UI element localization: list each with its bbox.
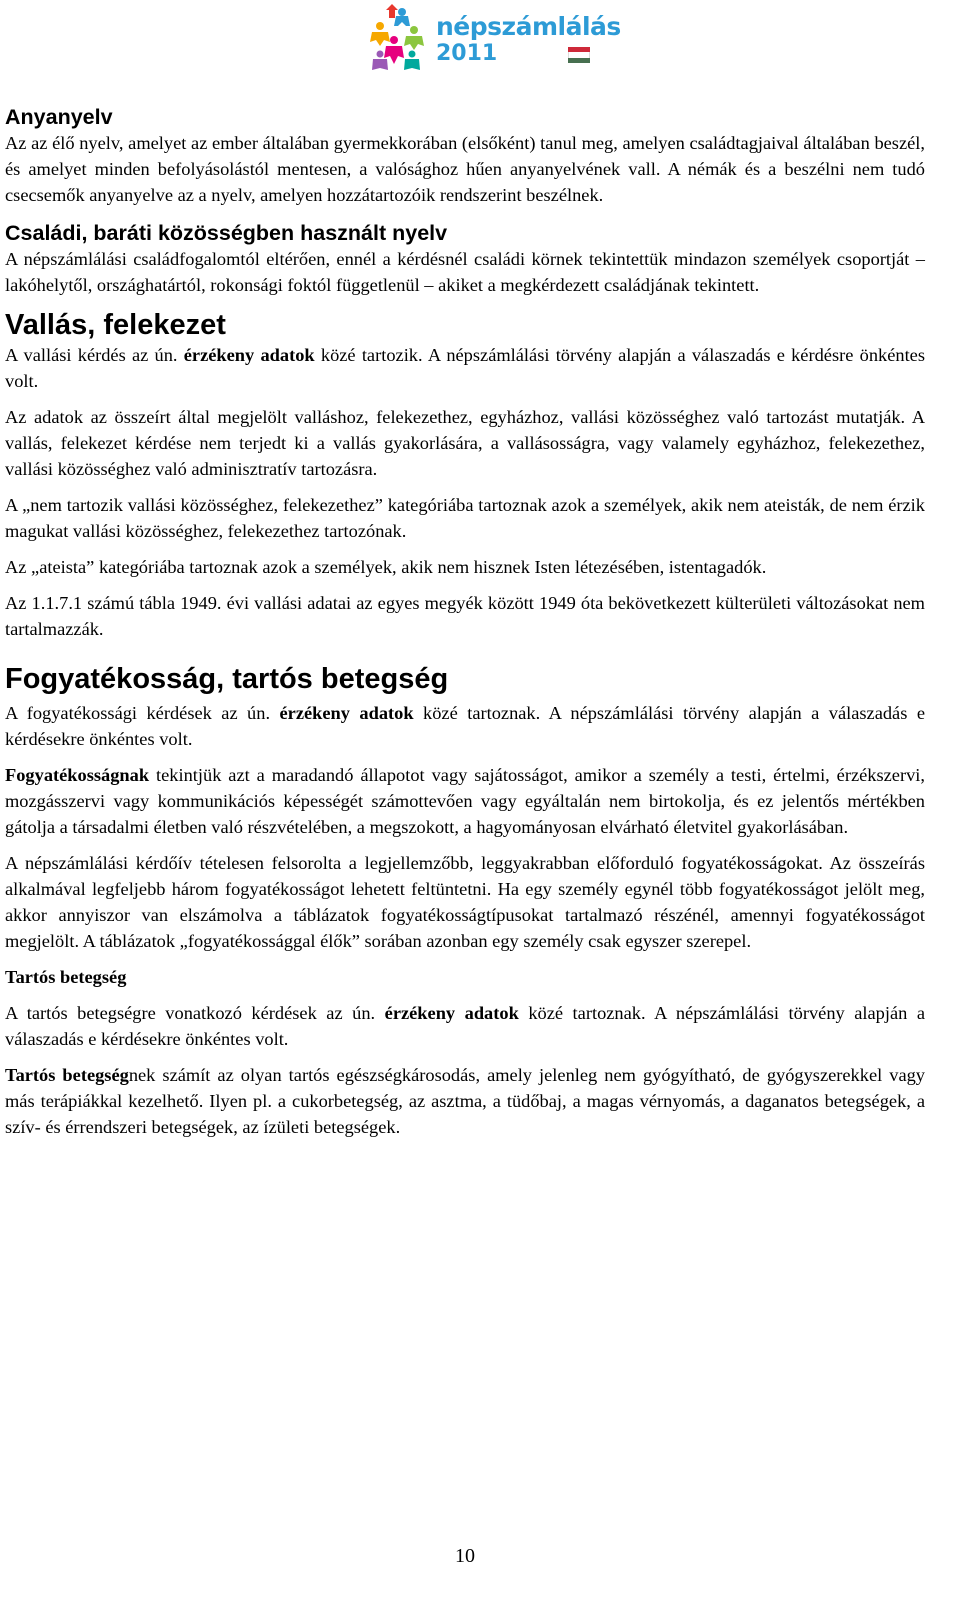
logo-year: 2011 bbox=[436, 41, 498, 66]
emphasis-erzekeny-adatok: érzékeny adatok bbox=[279, 703, 414, 723]
text-run: nek számít az olyan tartós egészségkárosodás, amely jelenleg nem gyógyítható, de gyógyszerekkel vagy más terápiákkal kezelhető. Ilyen pl. a cukorbetegség, az asztma, a tüdőbaj, a magas vérnyomás, a daganatos betegségek, a szív- és érrendszeri betegségek, az ízületi betegségek. bbox=[5, 1065, 925, 1137]
paragraph-csaladi-nyelv: A népszámlálási családfogalomtól eltérően, ennél a kérdésnél családi körnek tekintettük mindazon személyek csoportját – lakóhelytől, országhatártól, rokonsági foktól függetlenül – akiket a megkérdezett családjának tekintett. bbox=[5, 249, 925, 295]
text-run: A tartós betegségre vonatkozó kérdések az ún. bbox=[5, 1003, 385, 1023]
logo-wordmark: népszámlálás bbox=[436, 12, 621, 41]
heading-fogyatekossag: Fogyatékosság, tartós betegség bbox=[5, 663, 449, 695]
term-tartos-betegseg: Tartós betegség bbox=[5, 1065, 129, 1085]
page-number: 10 bbox=[455, 1545, 475, 1567]
paragraph-anyanyelv: Az az élő nyelv, amelyet az ember általában gyermekkorában (elsőként) tanul meg, amelyen családtagjaival általában beszél, és amelyet minden befolyásolástól mentesen, a valósághoz hűen anyanyelvének vall. A némák és a beszélni nem tudó csecsemők anyanyelve az a nyelv, amelyen hozzátartozóik rendszerint beszélnek. bbox=[5, 133, 925, 205]
paragraph-vallas-3: A „nem tartozik vallási közösséghez, felekezethez” kategóriába tartoznak azok a személyek, akik nem ateisták, de nem érzik magukat vallási közösséghez, felekezethez tartozónak. bbox=[5, 495, 925, 541]
term-fogyatekossag: Fogyatékosságnak bbox=[5, 765, 150, 785]
heading-vallas: Vallás, felekezet bbox=[5, 309, 226, 341]
text-run: A fogyatékossági kérdések az ún. bbox=[5, 703, 280, 723]
text-run: közé tartoznak. A népszámlálási törvény alapján a válaszadás e kérdésekre önkéntes volt. bbox=[5, 1003, 925, 1049]
text-run: tekintjük azt a maradandó állapotot vagy sajátosságot, amikor a személy a testi, értelmi, érzékszervi, mozgásszervi vagy kommunikációs képességét számottevően vagy egyáltalán nem birtokolja, és ez jelentős mértékben gátolja a társadalmi életben való részvételében, a megszokott, a hagyományosan elvárható életvitel gyakorlásában. bbox=[5, 765, 925, 837]
emphasis-erzekeny-adatok: érzékeny adatok bbox=[384, 1003, 519, 1023]
census-figures-icon bbox=[368, 2, 428, 74]
paragraph-vallas-5: Az 1.1.7.1 számú tábla 1949. évi vallási adatai az egyes megyék között 1949 óta bekövetkezett külterületi változásokat nem tartalmazzák. bbox=[5, 593, 925, 639]
paragraph-vallas-2: Az adatok az összeírt által megjelölt valláshoz, felekezethez, egyházhoz, vallási közösséghez való tartozást mutatják. A vallás, felekezet kérdése nem terjedt ki a vallás gyakorlására, a vallásosságra, vagy valamely egyházhoz, felekezethez, vallási közösséghez való adminisztratív tartozásra. bbox=[5, 407, 925, 479]
paragraph-fogyatekossag-3: A népszámlálási kérdőív tételesen felsorolta a legjellemzőbb, leggyakrabban előforduló fogyatékosságokat. Az összeírás alkalmával legfeljebb három fogyatékosságot lehetett feltüntetni. Ha egy személy egynél több fogyatékosságot jelölt meg, akkor annyiszor van elszámolva a táblázatok fogyatékosságtípusokat tartalmazó részénél, amennyi fogyatékosságot megjelölt. A táblázatok „fogyatékossággal élők” sorában azonban egy személy csak egyszer szerepel. bbox=[5, 853, 925, 951]
document-body bbox=[5, 100, 925, 1140]
paragraph-vallas-1 bbox=[5, 342, 925, 394]
emphasis-erzekeny-adatok: érzékeny adatok bbox=[183, 345, 315, 365]
heading-anyanyelv: Anyanyelv bbox=[5, 105, 113, 129]
subheading-tartos-betegseg: Tartós betegség bbox=[5, 967, 127, 987]
text-run: A vallási kérdés az ún. bbox=[5, 345, 184, 365]
paragraph-tartos-betegseg-1 bbox=[5, 1000, 925, 1052]
paragraph-fogyatekossag-2 bbox=[5, 762, 925, 840]
paragraph-vallas-4: Az „ateista” kategóriába tartoznak azok a személyek, akik nem hisznek Isten létezésében, istentagadók. bbox=[5, 557, 767, 577]
text-run: közé tartozik. A népszámlálási törvény alapján a válaszadás e kérdésre önkéntes volt. bbox=[5, 345, 925, 391]
paragraph-tartos-betegseg-2 bbox=[5, 1062, 925, 1140]
text-run: közé tartoznak. A népszámlálási törvény alapján a válaszadás e kérdésekre önkéntes volt. bbox=[5, 703, 925, 749]
census-logo bbox=[368, 2, 621, 78]
heading-csaladi-nyelv: Családi, baráti közösségben használt nyelv bbox=[5, 221, 448, 245]
paragraph-fogyatekossag-1 bbox=[5, 700, 925, 752]
hungarian-flag-icon bbox=[568, 47, 590, 63]
